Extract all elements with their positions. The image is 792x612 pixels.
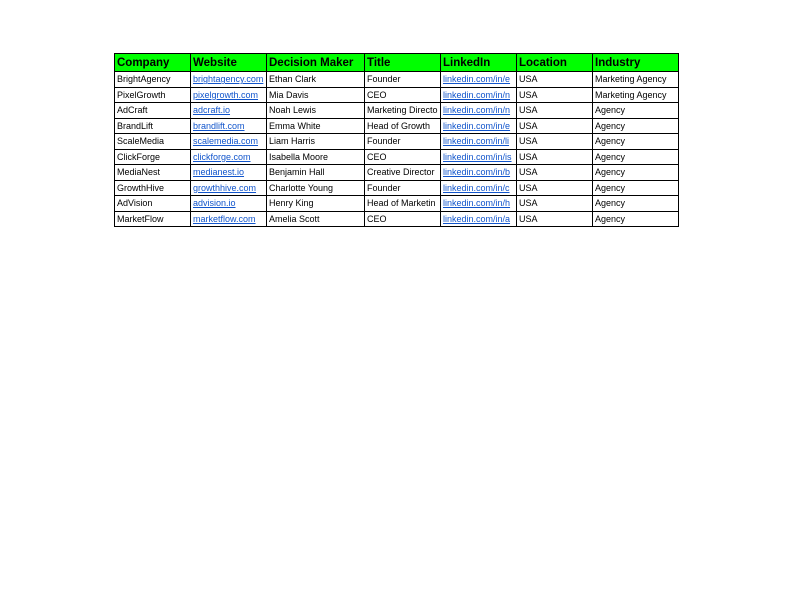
company-cell: PixelGrowth [115,87,191,103]
title-cell: Founder [365,72,441,88]
decision-maker-cell: Isabella Moore [267,149,365,165]
company-cell: AdCraft [115,103,191,119]
company-cell: BrandLift [115,118,191,134]
decision-maker-cell: Mia Davis [267,87,365,103]
location-cell: USA [517,134,593,150]
company-cell: ClickForge [115,149,191,165]
header-website: Website [191,54,267,72]
industry-cell: Agency [593,134,679,150]
linkedin-link[interactable]: linkedin.com/in/n [441,87,517,103]
title-cell: Creative Director [365,165,441,181]
linkedin-link[interactable]: linkedin.com/in/c [441,180,517,196]
industry-cell: Marketing Agency [593,87,679,103]
linkedin-link[interactable]: linkedin.com/in/e [441,72,517,88]
title-cell: Head of Marketin [365,196,441,212]
location-cell: USA [517,118,593,134]
decision-maker-cell: Liam Harris [267,134,365,150]
website-link[interactable]: scalemedia.com [191,134,267,150]
table-row [115,72,679,88]
decision-maker-cell: Emma White [267,118,365,134]
location-cell: USA [517,211,593,227]
website-link[interactable]: medianest.io [191,165,267,181]
header-decision-maker: Decision Maker [267,54,365,72]
decision-maker-cell: Henry King [267,196,365,212]
title-cell: Founder [365,134,441,150]
industry-cell: Marketing Agency [593,72,679,88]
decision-maker-cell: Noah Lewis [267,103,365,119]
table-row [115,211,679,227]
linkedin-link[interactable]: linkedin.com/in/is [441,149,517,165]
header-company: Company [115,54,191,72]
industry-cell: Agency [593,196,679,212]
title-cell: Founder [365,180,441,196]
header-title: Title [365,54,441,72]
company-cell: ScaleMedia [115,134,191,150]
industry-cell: Agency [593,165,679,181]
table-row [115,103,679,119]
decision-maker-cell: Benjamin Hall [267,165,365,181]
company-cell: MediaNest [115,165,191,181]
header-row [115,54,679,72]
linkedin-link[interactable]: linkedin.com/in/a [441,211,517,227]
title-cell: CEO [365,211,441,227]
website-link[interactable]: advision.io [191,196,267,212]
title-cell: Marketing Directo [365,103,441,119]
location-cell: USA [517,149,593,165]
website-link[interactable]: growthhive.com [191,180,267,196]
website-link[interactable]: brightagency.com [191,72,267,88]
website-link[interactable]: clickforge.com [191,149,267,165]
website-link[interactable]: brandlift.com [191,118,267,134]
industry-cell: Agency [593,118,679,134]
header-location: Location [517,54,593,72]
location-cell: USA [517,196,593,212]
linkedin-link[interactable]: linkedin.com/in/b [441,165,517,181]
industry-cell: Agency [593,180,679,196]
location-cell: USA [517,72,593,88]
website-link[interactable]: adcraft.io [191,103,267,119]
industry-cell: Agency [593,149,679,165]
location-cell: USA [517,87,593,103]
table-row [115,149,679,165]
header-linkedin: LinkedIn [441,54,517,72]
title-cell: Head of Growth [365,118,441,134]
linkedin-link[interactable]: linkedin.com/in/e [441,118,517,134]
decision-maker-cell: Amelia Scott [267,211,365,227]
linkedin-link[interactable]: linkedin.com/in/li [441,134,517,150]
header-industry: Industry [593,54,679,72]
table-row [115,118,679,134]
linkedin-link[interactable]: linkedin.com/in/n [441,103,517,119]
table-row [115,165,679,181]
company-cell: MarketFlow [115,211,191,227]
decision-maker-cell: Charlotte Young [267,180,365,196]
company-cell: BrightAgency [115,72,191,88]
table-row [115,87,679,103]
title-cell: CEO [365,149,441,165]
table-row [115,196,679,212]
location-cell: USA [517,180,593,196]
title-cell: CEO [365,87,441,103]
table-row [115,180,679,196]
location-cell: USA [517,103,593,119]
leads-table [114,53,679,227]
industry-cell: Agency [593,211,679,227]
company-cell: AdVision [115,196,191,212]
decision-maker-cell: Ethan Clark [267,72,365,88]
linkedin-link[interactable]: linkedin.com/in/h [441,196,517,212]
company-cell: GrowthHive [115,180,191,196]
table-row [115,134,679,150]
website-link[interactable]: marketflow.com [191,211,267,227]
industry-cell: Agency [593,103,679,119]
location-cell: USA [517,165,593,181]
website-link[interactable]: pixelgrowth.com [191,87,267,103]
